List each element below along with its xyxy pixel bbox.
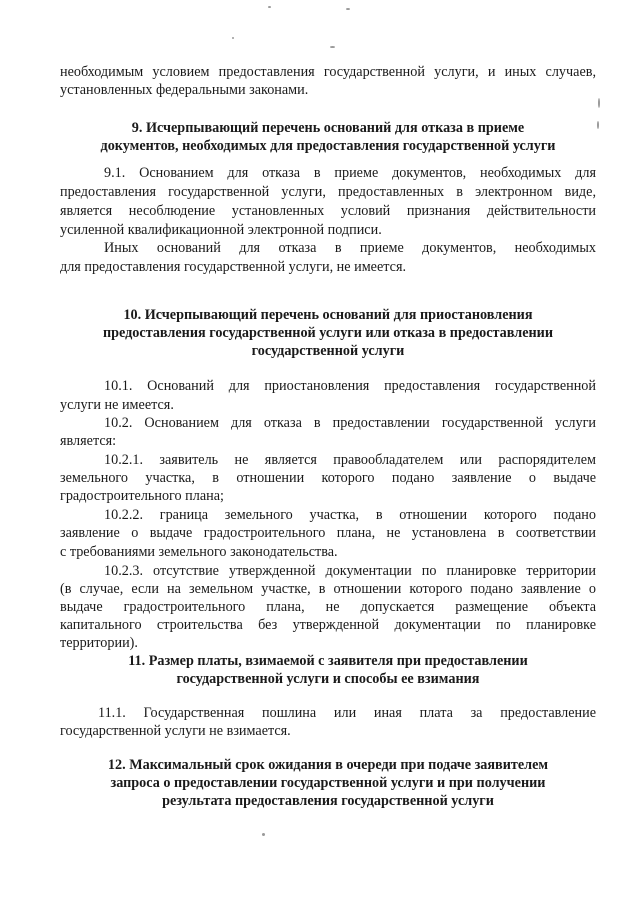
- text-line: 9.1. Основанием для отказа в приеме документов, необходимых для: [104, 165, 596, 181]
- section-9-heading: документов, необходимых для предоставления государственной услуги: [100, 138, 556, 154]
- text-line: является:: [60, 433, 117, 449]
- section-10-heading: государственной услуги: [251, 343, 405, 359]
- scan-speck: [346, 8, 350, 10]
- section-11-heading: 11. Размер платы, взимаемой с заявителя при предоставлении: [128, 653, 528, 669]
- scan-speck: [330, 46, 335, 48]
- section-10-heading: 10. Исчерпывающий перечень оснований для приостановления: [123, 307, 533, 323]
- section-10-heading: предоставления государственной услуги или отказа в предоставлении: [102, 325, 554, 341]
- text-line: градостроительного плана;: [60, 488, 224, 504]
- scan-speck: [262, 833, 265, 836]
- section-11-heading: государственной услуги и способы ее взимания: [176, 671, 480, 687]
- section-12-heading: 12. Максимальный срок ожидания в очереди при подаче заявителем: [107, 757, 549, 773]
- section-12-heading: запроса о предоставлении государственной услуги и при получении: [110, 775, 546, 791]
- text-line: капитального строительства без утвержденной документации по планировке: [60, 617, 596, 633]
- text-line: услуги не имеется.: [60, 397, 174, 413]
- scan-speck: [598, 98, 600, 108]
- text-line: выдаче градостроительного плана, не допускается размещение объекта: [60, 599, 596, 615]
- scan-speck: [268, 6, 271, 8]
- text-line: 11.1. Государственная пошлина или иная плата за предоставление: [98, 705, 596, 721]
- text-line: заявление о выдаче градостроительного плана, не установлена в соответствии: [60, 525, 596, 541]
- text-line: установленных федеральными законами.: [60, 82, 309, 98]
- text-line: 10.1. Оснований для приостановления предоставления государственной: [104, 378, 596, 394]
- text-line: 10.2.1. заявитель не является правообладателем или распорядителем: [104, 452, 596, 468]
- text-line: земельного участка, в отношении которого подано заявление о выдаче: [60, 470, 596, 486]
- text-line: является несоблюдение установленных условий признания действительности: [60, 203, 596, 219]
- text-line: необходимым условием предоставления государственной услуги, и иных случаев,: [60, 64, 596, 80]
- section-12-heading: результата предоставления государственной услуги: [162, 793, 494, 809]
- section-9-heading: 9. Исчерпывающий перечень оснований для отказа в приеме: [131, 120, 525, 136]
- text-line: 10.2.2. граница земельного участка, в отношении которого подано: [104, 507, 596, 523]
- text-line: для предоставления государственной услуги, не имеется.: [60, 259, 407, 275]
- text-line: (в случае, если на земельном участке, в отношении которого подано заявление о: [60, 581, 596, 597]
- text-line: территории).: [60, 635, 138, 651]
- text-line: государственной услуги не взимается.: [60, 723, 291, 739]
- scan-speck: [232, 37, 234, 39]
- text-line: с требованиями земельного законодательства.: [60, 544, 338, 560]
- text-line: предоставления государственной услуги, предоставленных в электронном виде,: [60, 184, 596, 200]
- scan-speck: [597, 121, 599, 129]
- text-line: усиленной квалификационной электронной подписи.: [60, 222, 382, 238]
- text-line: 10.2. Основанием для отказа в предоставлении государственной услуги: [104, 415, 596, 431]
- text-line: 10.2.3. отсутствие утвержденной документации по планировке территории: [104, 563, 596, 579]
- text-line: Иных оснований для отказа в приеме документов, необходимых: [104, 240, 596, 256]
